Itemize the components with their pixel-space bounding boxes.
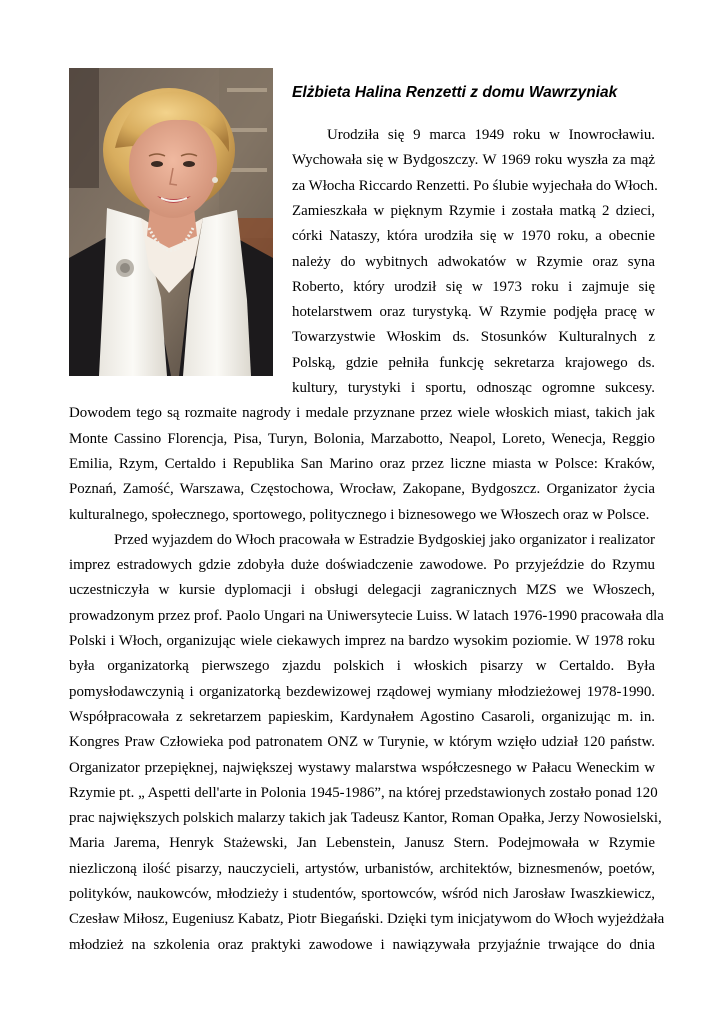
body-text-line: hotelarstwem oraz turystyką. W Rzymie podjęła pracę w <box>292 304 655 321</box>
body-text-line: Monte Cassino Florencja, Pisa, Turyn, Bolonia, Marzabotto, Neapol, Loreto, Wenecja, Reggio <box>69 430 655 447</box>
body-text-line: kulturalnego, społecznego, sportowego, politycznego i biznesowego we Włoszech oraz w Polsce. <box>69 506 650 523</box>
body-text-line: kultury, turystyki i sportu, odnosząc ogromne sukcesy. <box>292 380 655 396</box>
body-text-line: młodzież na szkolenia oraz praktyki zawodowe i nawiązywała przyjaźnie trwające do dnia <box>69 936 655 953</box>
body-text-line: Zamieszkała w pięknym Rzymie i została matką 2 dzieci, <box>292 202 655 219</box>
body-text-line: prowadzonym przez prof. Paolo Ungari na Uniwersytecie Luiss. W latach 1976-1990 pracowała dla <box>69 607 664 624</box>
body-text-line: Rzymie pt. „ Aspetti dell'arte in Polonia 1945-1986”, na której przedstawionych zostało ponad 120 <box>69 784 658 801</box>
page-title: Elżbieta Halina Renzetti z domu Wawrzyniak <box>292 84 618 101</box>
body-text-line: była organizatorką pierwszego zjazdu polskich i włoskich pisarzy w Certaldo. Była <box>69 658 655 675</box>
body-text-line: Kongres Praw Człowieka pod patronatem ONZ w Turynie, w którym wzięło udział 120 państw. <box>69 734 655 751</box>
body-text-line: Emilia, Rzym, Certaldo i Republika San Marino oraz przez liczne miasta w Polsce: Kraków, <box>69 455 655 472</box>
body-text-line: Wychowała się w Bydgoszczy. W 1969 roku wyszła za mąż <box>292 152 655 169</box>
body-text-line: Polską, gdzie pełniła funkcję sekretarza krajowego ds. <box>292 354 655 371</box>
body-text-line: niezliczoną ilość pisarzy, nauczycieli, artystów, urbanistów, architektów, biznesmenów, poetów, <box>69 860 655 877</box>
body-text-line: Roberto, który urodził się w 1973 roku i zajmuje się <box>292 278 655 295</box>
body-text-line: Urodziła się 9 marca 1949 roku w Inowrocławiu. <box>327 127 655 143</box>
body-text-line: Dowodem tego są rozmaite nagrody i medale przyznane przez wiele włoskich miast, takich jak <box>69 405 655 422</box>
body-text-line: prac największych polskich malarzy takich jak Tadeusz Kantor, Roman Opałka, Jerzy Nowosielski, <box>69 810 662 827</box>
body-text-line: córki Nataszy, która urodziła się w 1970 roku, a obecnie <box>292 228 655 245</box>
portrait-photo <box>69 68 273 376</box>
body-text-line: Polski i Włoch, organizując wiele ciekawych imprez na bardzo wysokim poziomie. W 1978 roku <box>69 633 655 649</box>
body-text-line: polityków, naukowców, młodzieży i studentów, sportowców, wśród nich Jarosław Iwaszkiewicz, <box>69 886 655 902</box>
body-text-line: Przed wyjazdem do Włoch pracowała w Estradzie Bydgoskiej jako organizator i realizator <box>114 531 655 548</box>
body-text-line: Czesław Miłosz, Eugeniusz Kabatz, Piotr Biegański. Dzięki tym inicjatywom do Włoch wyjeżdżała <box>69 911 665 928</box>
body-text-line: Towarzystwie Włoskim ds. Stosunków Kulturalnych z <box>292 329 655 346</box>
body-text-line: za Włocha Riccardo Renzetti. Po ślubie wyjechała do Włoch. <box>292 177 658 194</box>
body-text-line: Maria Jarema, Henryk Stażewski, Jan Lebenstein, Janusz Stern. Podejmowała w Rzymie <box>69 835 655 852</box>
body-text-line: Współpracowała z sekretarzem papieskim, Kardynałem Agostino Casaroli, organizując m. in. <box>69 708 655 725</box>
body-text-line: uczestniczyła w kursie dyplomacji i obsługi delegacji zagranicznych MZS we Włoszech, <box>69 582 655 599</box>
body-text-line: Poznań, Zamość, Warszawa, Częstochowa, Wrocław, Zakopane, Bydgoszcz. Organizator życia <box>69 481 655 498</box>
body-text-line: pomysłodawczynią i organizatorką bezdewizowej rządowej wymiany młodzieżowej 1978-1990. <box>69 683 655 700</box>
body-text-line: imprez estradowych gdzie zdobyła duże doświadczenie zawodowe. Po przyjeździe do Rzymu <box>69 557 655 574</box>
body-text-line: należy do wybitnych adwokatów w Rzymie oraz syna <box>292 253 655 270</box>
body-text-line: Organizator przepięknej, największej wystawy malarstwa współczesnego w Pałacu Weneckim w <box>69 759 655 776</box>
